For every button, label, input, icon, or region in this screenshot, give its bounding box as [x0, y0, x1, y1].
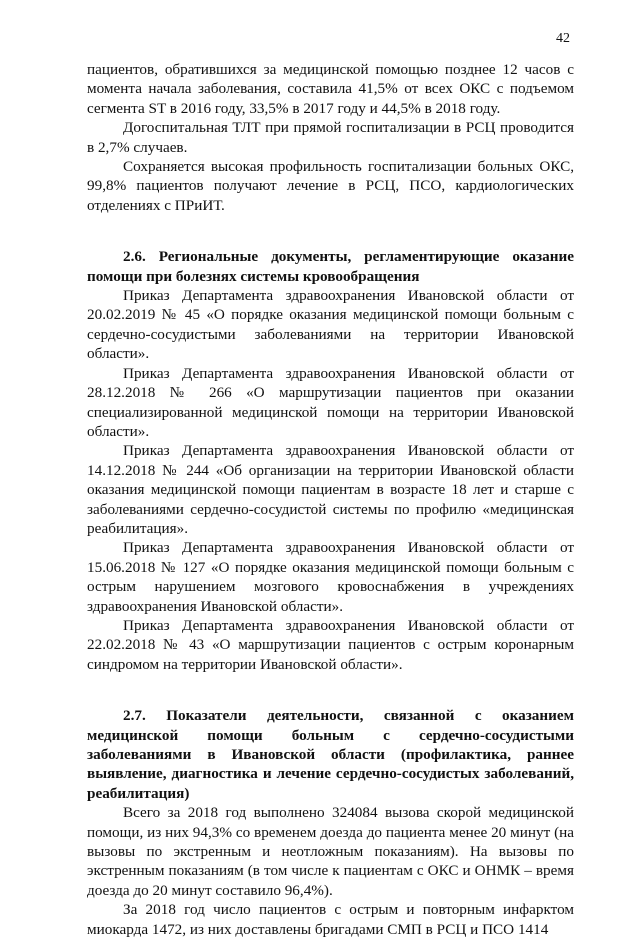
paragraph: Всего за 2018 год выполнено 324084 вызова скорой медицинской помощи, из них 94,3% со временем доезда до пациента менее 20 минут (на вызовы по экстренным и неотложным показаниям). На вызовы по экстренным показаниям (в том числе к пациентам с ОКС и ОНМК – время доезда до 20 минут составило 96,4%). [87, 804, 574, 899]
page-number: 42 [556, 31, 570, 46]
paragraph: Сохраняется высокая профильность госпитализации больных ОКС, 99,8% пациентов получают лечение в РСЦ, ПСО, кардиологических отделениях с ПРиИТ. [87, 158, 574, 214]
paragraph: Приказ Департамента здравоохранения Ивановской области от 28.12.2018 № 266 «О маршрутизации пациентов при оказании специализированной медицинской помощи на территории Ивановской области». [87, 364, 574, 440]
document-body [87, 60, 574, 939]
paragraph: Приказ Департамента здравоохранения Ивановской области от 22.02.2018 № 43 «О маршрутизации пациентов с острым коронарным синдромом на территории Ивановской области». [87, 616, 574, 673]
section-heading-2-6: 2.6. Региональные документы, регламентирующие оказание помощи при болезнях системы кровообращения [87, 248, 574, 285]
paragraph: За 2018 год число пациентов с острым и повторным инфарктом миокарда 1472, из них доставлены бригадами СМП в РСЦ и ПСО 1414 [87, 901, 574, 938]
section-heading-2-7: 2.7. Показатели деятельности, связанной с оказанием медицинской помощи больным с сердечно-сосудистыми заболеваниями в Ивановской области (профилактика, раннее выявление, диагностика и лечение сердечно-сосудистых заболеваний, реабилитация) [87, 707, 574, 802]
paragraph: Приказ Департамента здравоохранения Ивановской области от 14.12.2018 № 244 «Об организации на территории Ивановской области оказания медицинской помощи пациентам в возрасте 18 лет и старше с заболеваниями сердечно-сосудистой системы по профилю «медицинская реабилитация». [87, 442, 574, 537]
paragraph: Приказ Департамента здравоохранения Ивановской области от 15.06.2018 № 127 «О порядке оказания медицинской помощи больным с острым нарушением мозгового кровоснабжения в учреждениях здравоохранения Ивановской области». [87, 539, 574, 615]
paragraph: пациентов, обратившихся за медицинской помощью позднее 12 часов с момента начала заболевания, составила 41,5% от всех ОКС с подъемом сегмента ST в 2016 году, 33,5% в 2017 году и 44,5% в 2018 году. [87, 61, 574, 117]
paragraph: Приказ Департамента здравоохранения Ивановской области от 20.02.2019 № 45 «О порядке оказания медицинской помощи больным с сердечно-сосудистыми заболеваниями на территории Ивановской области». [87, 287, 574, 363]
paragraph: Догоспитальная ТЛТ при прямой госпитализации в РСЦ проводится в 2,7% случаев. [87, 119, 574, 156]
